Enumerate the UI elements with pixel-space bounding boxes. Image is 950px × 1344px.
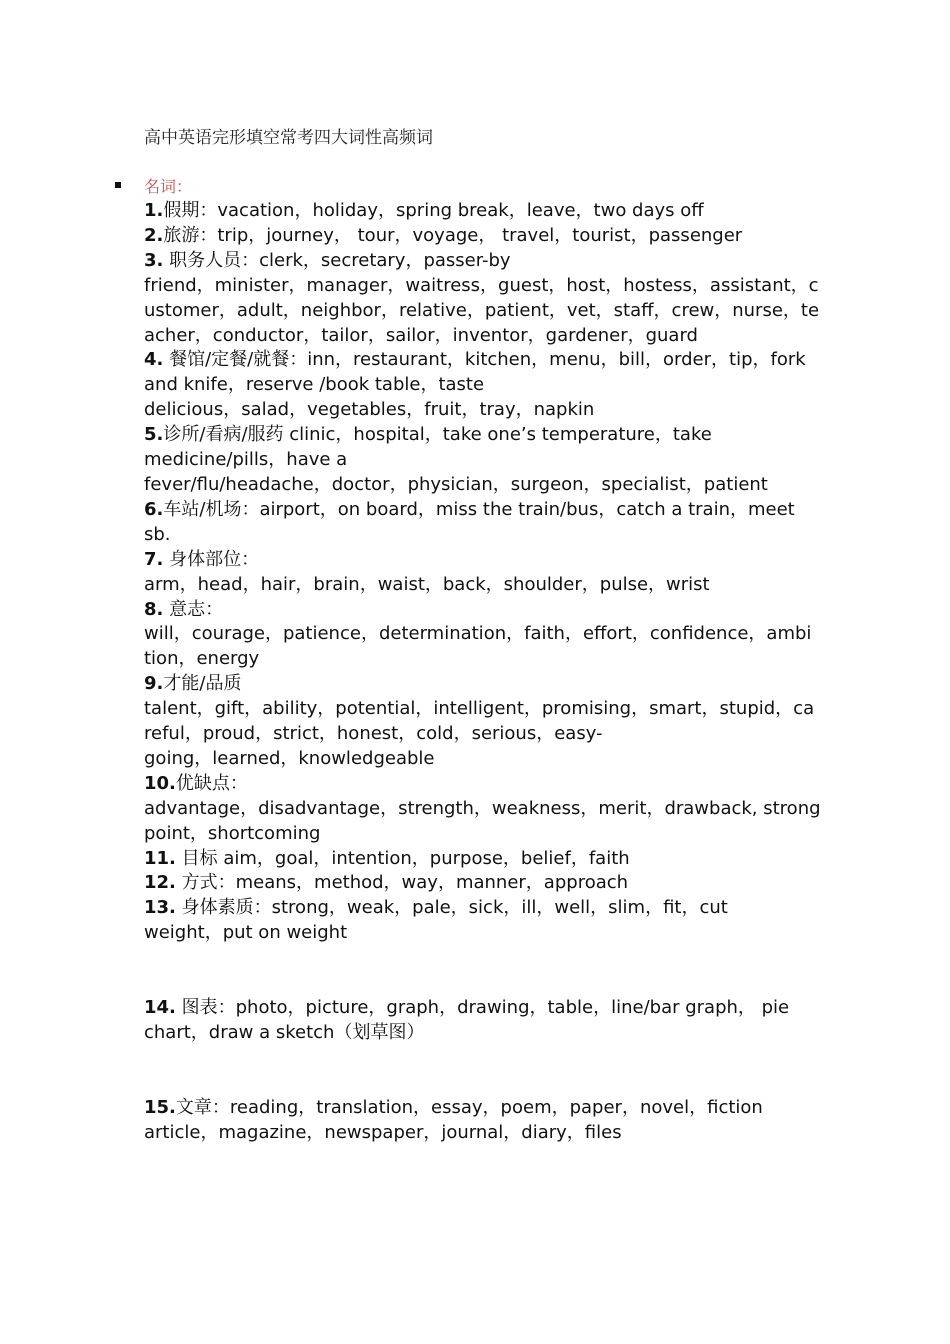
entry-line: will，courage，patience，determination，faith，effort，confidence，ambi bbox=[144, 623, 812, 645]
entry-number: 10. bbox=[144, 772, 176, 794]
entry-number: 3. bbox=[144, 249, 164, 271]
square-bullet-icon bbox=[115, 182, 121, 188]
entry-line: 身体部位： bbox=[163, 548, 260, 570]
entry-line: fever/flu/headache，doctor，physician，surgeon，specialist，patient bbox=[144, 473, 768, 495]
entry-line: medicine/pills，have a bbox=[144, 449, 348, 471]
list-item bbox=[144, 224, 810, 249]
entry-line: article，magazine，newspaper，journal，diary，files bbox=[144, 1121, 622, 1143]
list-item bbox=[144, 348, 810, 423]
entry-line: chart，draw a sketch（划草图） bbox=[144, 1021, 425, 1043]
entry-line: acher，conductor，tailor，sailor，inventor，gardener，guard bbox=[144, 324, 698, 346]
entry-number: 7. bbox=[144, 548, 164, 570]
list-item bbox=[144, 423, 810, 498]
entry-line: 车站/机场：airport，on board，miss the train/bus，catch a train，meet bbox=[163, 498, 795, 520]
entry-line: arm，head，hair，brain，waist，back，shoulder，pulse，wrist bbox=[144, 573, 710, 595]
list-item bbox=[144, 672, 815, 772]
entry-line: delicious，salad，vegetables，fruit，tray，napkin bbox=[144, 399, 595, 421]
entry-line: 才能/品质 bbox=[163, 673, 242, 695]
entry-line: 文章：reading，translation，essay，poem，paper，novel，fiction bbox=[175, 1096, 763, 1118]
entry-line: 职务人员：clerk，secretary，passer-by bbox=[163, 249, 511, 271]
entry-line: 图表：photo，picture，graph，drawing，table，line/bar graph， pie bbox=[175, 996, 790, 1018]
entry-number: 13. bbox=[144, 897, 176, 919]
entry-line: and knife，reserve /book table，taste bbox=[144, 374, 485, 396]
entry-line: friend，minister，manager，waitress，guest，host，hostess，assistant，c bbox=[144, 274, 819, 296]
entry-line: tion，energy bbox=[144, 648, 260, 670]
spacer bbox=[144, 1046, 810, 1096]
entry-line: 优缺点： bbox=[175, 772, 248, 794]
entry-line: going，learned，knowledgeable bbox=[144, 747, 435, 769]
entry-line: weight，put on weight bbox=[144, 922, 348, 944]
entry-line: 假期：vacation，holiday，spring break，leave，two days off bbox=[163, 200, 704, 221]
entry-line: 意志： bbox=[163, 598, 224, 620]
entry-number: 12. bbox=[144, 872, 176, 894]
list-item bbox=[144, 772, 821, 847]
entry-line: reful，proud，strict，honest，cold，serious，easy- bbox=[144, 723, 603, 745]
entry-line: 身体素质：strong，weak，pale，sick，ill，well，slim，fit，cut bbox=[175, 897, 728, 919]
entry-line: 餐馆/定餐/就餐：inn，restaurant，kitchen，menu，bill，order，tip，fork bbox=[163, 349, 806, 371]
entry-number: 4. bbox=[144, 349, 164, 371]
list-item bbox=[144, 199, 810, 224]
document-title: 高中英语完形填空常考四大词性高频词 bbox=[144, 128, 433, 148]
list-item bbox=[144, 896, 810, 946]
entry-number: 11. bbox=[144, 847, 176, 869]
entry-line: 目标 aim，goal，intention，purpose，belief，faith bbox=[175, 847, 630, 869]
list-item bbox=[144, 498, 810, 548]
entry-number: 6. bbox=[144, 498, 164, 520]
entry-line: point，shortcoming bbox=[144, 822, 321, 844]
entry-number: 15. bbox=[144, 1096, 176, 1118]
entry-line: 诊所/看病/服药 clinic，hospital，take one’s temperature，take bbox=[163, 424, 712, 446]
entry-number: 1. bbox=[144, 200, 164, 221]
list-item bbox=[144, 249, 820, 349]
word-list bbox=[144, 199, 821, 1145]
entry-line: ustomer，adult，neighbor，relative，patient，vet，staff，crew，nurse，te bbox=[144, 299, 820, 321]
entry-number: 5. bbox=[144, 424, 164, 446]
list-item bbox=[144, 1096, 810, 1146]
entry-line: talent，gift，ability，potential，intelligent，promising，smart，stupid，ca bbox=[144, 698, 815, 720]
entry-line: advantage，disadvantage，strength，weakness，merit，drawback, strong bbox=[144, 797, 821, 819]
spacer bbox=[144, 946, 810, 996]
entry-line: 旅游：trip，journey， tour，voyage， travel，tourist，passenger bbox=[163, 224, 743, 246]
list-item bbox=[144, 548, 810, 598]
entry-number: 2. bbox=[144, 224, 164, 246]
entry-number: 8. bbox=[144, 598, 164, 620]
entry-number: 9. bbox=[144, 673, 164, 695]
section-heading-nouns: 名词： bbox=[144, 177, 193, 196]
entry-line: sb. bbox=[144, 523, 171, 545]
list-item bbox=[144, 871, 810, 896]
list-item bbox=[144, 598, 810, 673]
entry-number: 14. bbox=[144, 996, 176, 1018]
list-item bbox=[144, 847, 810, 872]
list-item bbox=[144, 996, 810, 1046]
entry-line: 方式：means，method，way，manner，approach bbox=[175, 872, 629, 894]
